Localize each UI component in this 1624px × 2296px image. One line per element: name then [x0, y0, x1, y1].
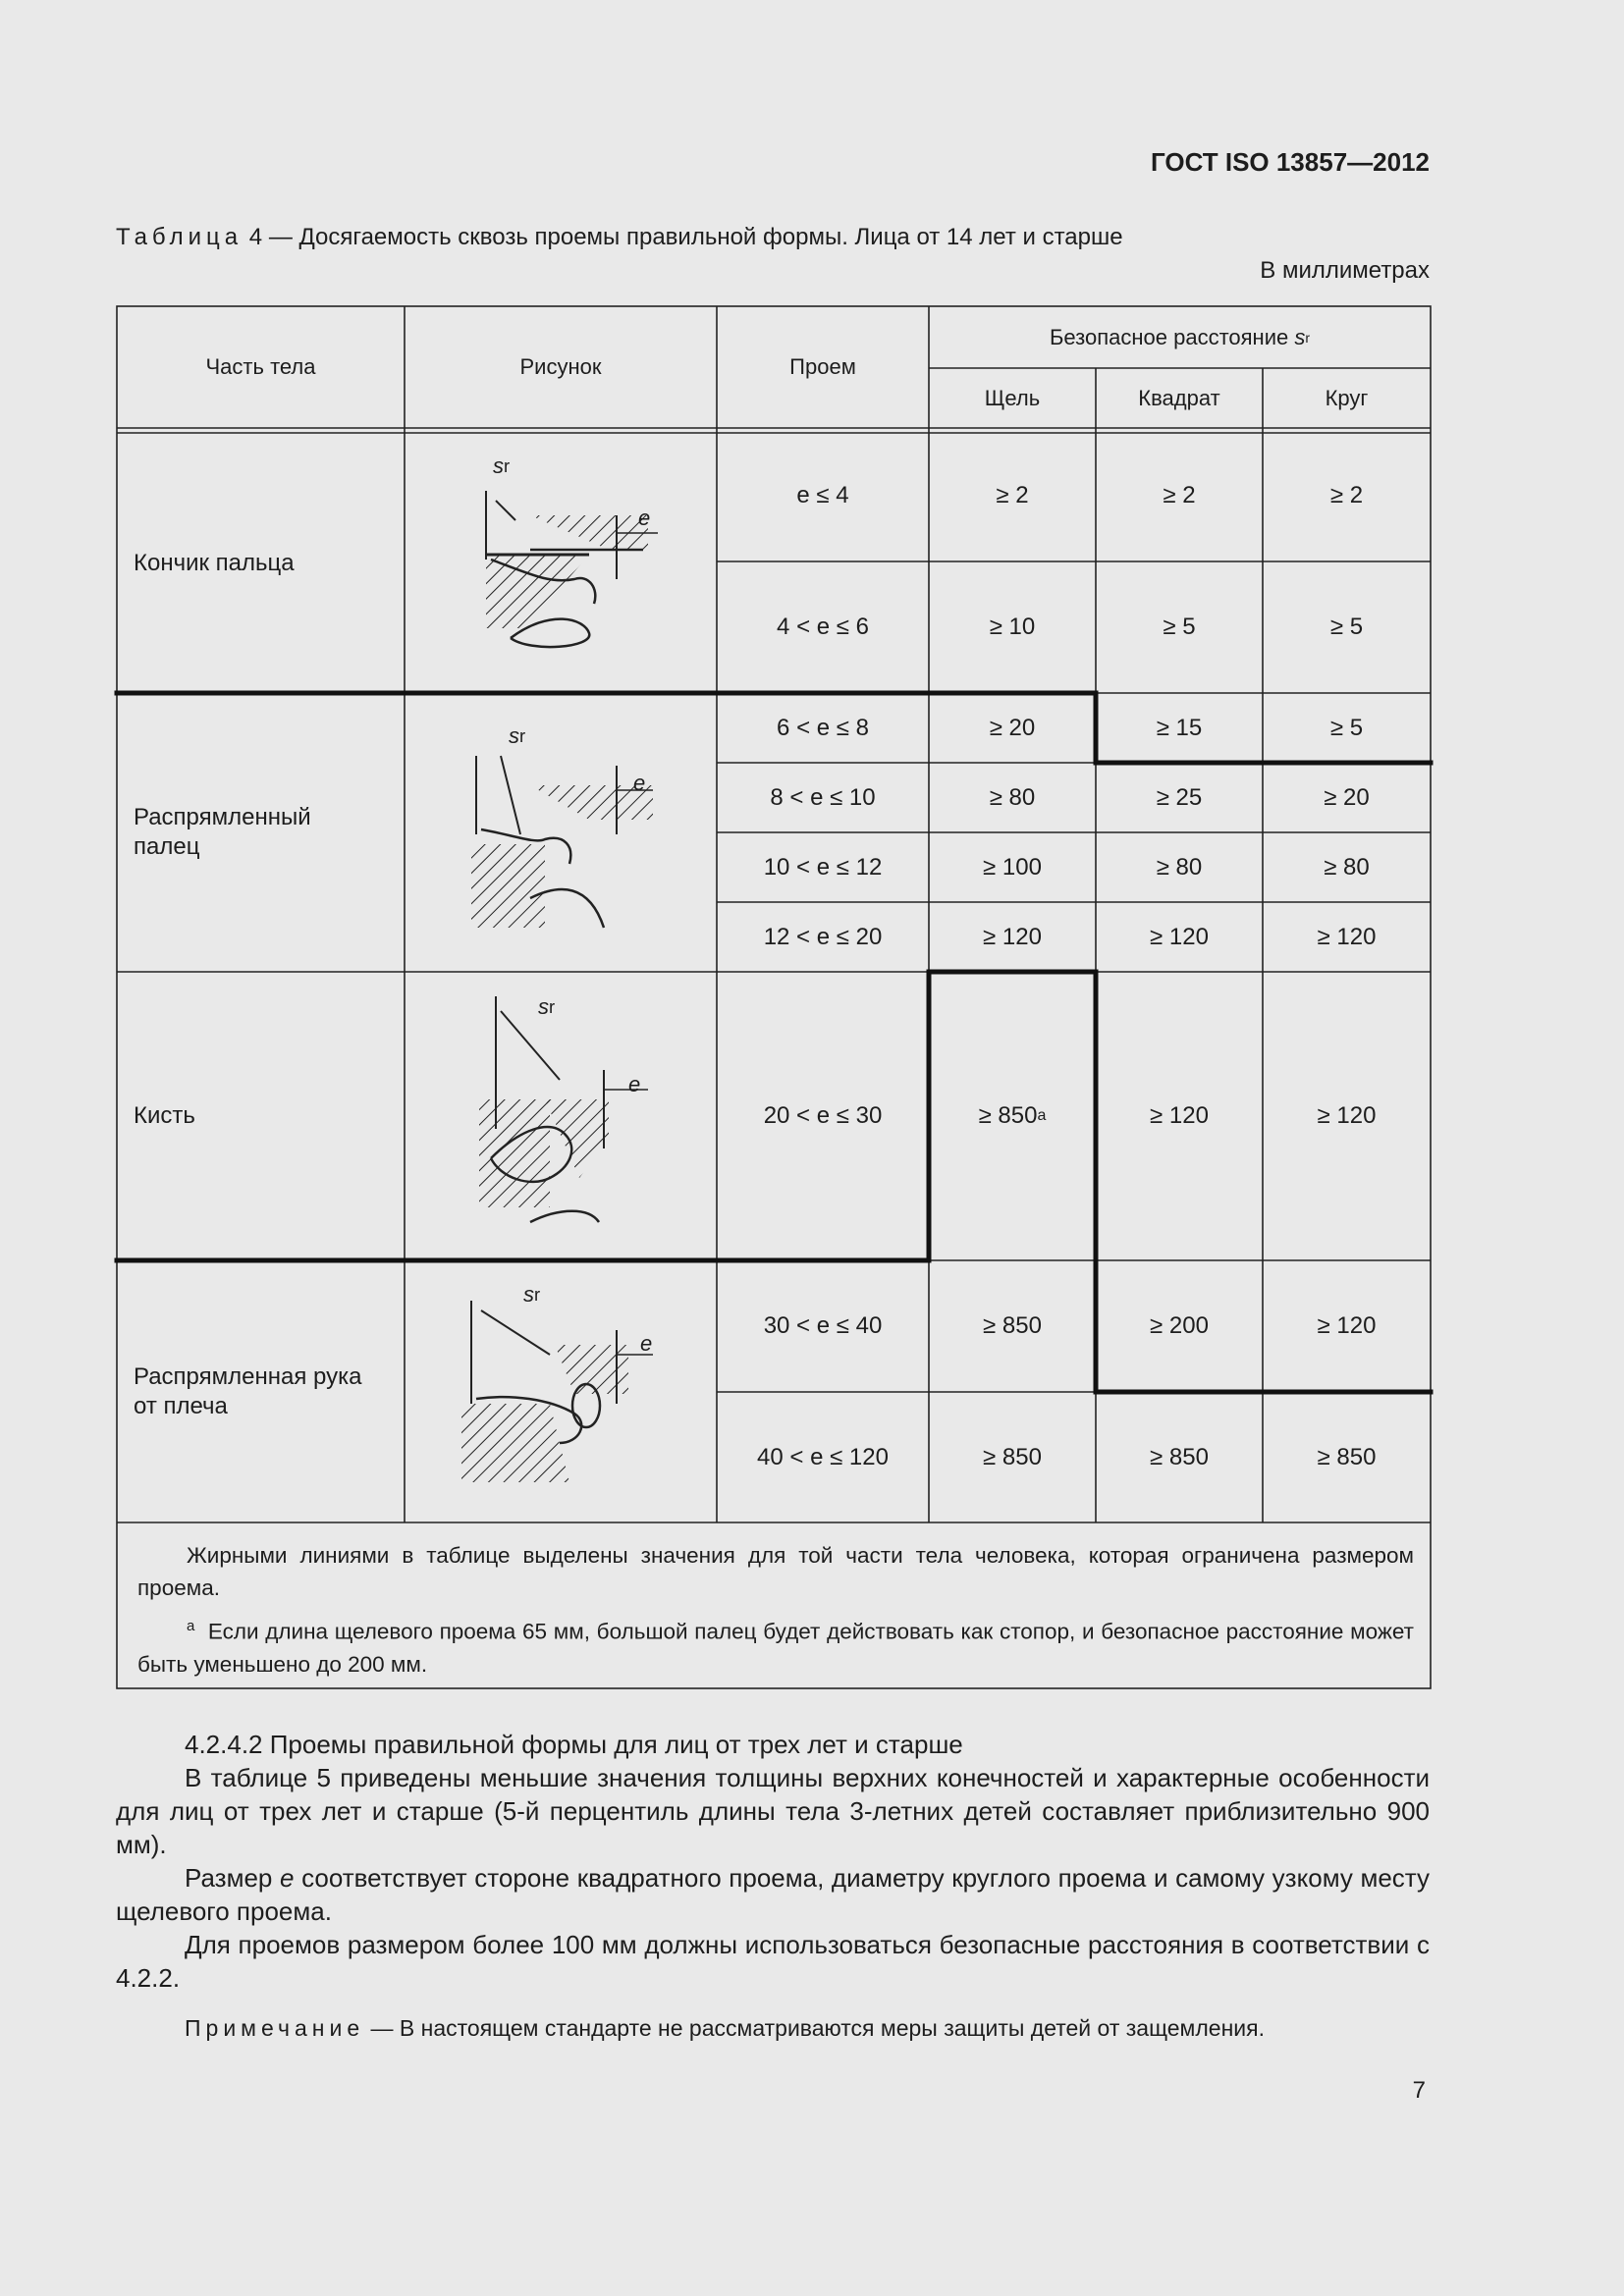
fig1-sr-label: s r	[493, 454, 511, 478]
fig3-sr-label: s r	[538, 994, 556, 1019]
row5-square: ≥ 80	[1156, 853, 1203, 881]
row7-circle: ≥ 120	[1317, 1102, 1377, 1129]
fig4-e-label: e	[640, 1331, 653, 1356]
row6-opening: 12 < e ≤ 20	[763, 923, 883, 950]
row4-square: ≥ 25	[1156, 783, 1203, 811]
header-figure: Рисунок	[519, 354, 602, 379]
table-units: В миллиметрах	[1260, 257, 1430, 284]
figure-hand	[479, 996, 648, 1222]
figure-fingertip	[486, 491, 658, 647]
row1-opening: e ≤ 4	[796, 482, 849, 508]
part-straight-finger: Распрямленный палец	[134, 804, 311, 860]
row2-circle: ≥ 5	[1329, 614, 1364, 640]
row4-opening: 8 < e ≤ 10	[770, 783, 876, 811]
header-opening: Проем	[789, 354, 856, 379]
fig1-e-label: e	[638, 506, 651, 530]
row7-opening: 20 < e ≤ 30	[763, 1102, 883, 1129]
row6-square: ≥ 120	[1150, 923, 1209, 950]
table-footnote: $^a$ Если длина щелевого проема 65 мм, большой палец будет действовать как стопор, и безопасное расстояние может быть уменьшено до 200 мм.	[137, 1618, 1414, 1677]
row3-square: ≥ 15	[1156, 714, 1203, 741]
figure-straight-finger	[471, 756, 653, 928]
row5-circle: ≥ 80	[1324, 853, 1370, 881]
paragraph-2: Размер e соответствует стороне квадратного проема, диаметру круглого проема и самому узкому месту щелевого проема.	[116, 1863, 1430, 1926]
fig4-sr-label: s r	[523, 1282, 541, 1307]
row8-opening: 30 < e ≤ 40	[763, 1312, 883, 1339]
row4-circle: ≥ 20	[1324, 783, 1370, 811]
header-circle: Круг	[1325, 385, 1369, 410]
row5-opening: 10 < e ≤ 12	[763, 853, 883, 881]
fig2-sr-label: s r	[509, 723, 526, 748]
fig3-e-label: e	[628, 1072, 641, 1096]
figure-arm-shoulder	[461, 1301, 653, 1482]
row2-square: ≥ 5	[1163, 614, 1196, 640]
row8-circle: ≥ 120	[1317, 1312, 1377, 1339]
paragraph-1: В таблице 5 приведены меньшие значения толщины верхних конечностей и характерные особенности для лиц от трех лет и старше (5-й перцентиль длины тела 3-летних детей составляет приблизительно 900 мм).	[116, 1763, 1430, 1859]
row9-circle: ≥ 850	[1317, 1443, 1377, 1470]
row4-slot: ≥ 80	[989, 783, 1036, 811]
row3-slot: ≥ 20	[989, 714, 1036, 741]
row9-slot: ≥ 850	[983, 1443, 1042, 1470]
row1-square: ≥ 2	[1163, 482, 1196, 508]
row6-slot: ≥ 120	[983, 923, 1042, 950]
row9-square: ≥ 850	[1150, 1443, 1209, 1470]
row5-slot: ≥ 100	[983, 853, 1042, 881]
row3-circle: ≥ 5	[1329, 714, 1364, 741]
paragraph-3: Для проемов размером более 100 мм должны использоваться безопасные расстояния в соответствии с 4.2.2.	[116, 1930, 1430, 1993]
page-note: Примечание — В настоящем стандарте не рассматриваются меры защиты детей от защемления.	[185, 2015, 1265, 2041]
row7-slot: ≥ 850 a	[978, 1102, 1047, 1129]
part-fingertip: Кончик пальца	[134, 549, 295, 576]
standard-header: ГОСТ ISO 13857—2012	[1150, 147, 1430, 177]
row9-opening: 40 < e ≤ 120	[757, 1443, 889, 1470]
part-arm-shoulder: Распрямленная рука от плеча	[134, 1362, 362, 1419]
row1-circle: ≥ 2	[1329, 482, 1364, 508]
header-square: Квадрат	[1138, 385, 1220, 410]
part-hand: Кисть	[134, 1102, 195, 1129]
row7-square: ≥ 120	[1150, 1102, 1209, 1129]
page-number: 7	[1412, 2077, 1426, 2104]
row6-circle: ≥ 120	[1317, 923, 1377, 950]
row2-opening: 4 < e ≤ 6	[777, 614, 869, 640]
row1-slot: ≥ 2	[996, 482, 1029, 508]
table-note-bold: Жирными линиями в таблице выделены значения для той части тела человека, которая ограничена размером проема.	[137, 1543, 1414, 1600]
row2-slot: ≥ 10	[989, 614, 1036, 640]
header-slot: Щель	[984, 385, 1041, 410]
fig2-e-label: e	[633, 771, 646, 795]
table-caption: Таблица 4 — Досягаемость сквозь проемы правильной формы. Лица от 14 лет и старше	[116, 224, 1123, 250]
section-heading: 4.2.4.2 Проемы правильной формы для лиц от трех лет и старше	[185, 1730, 963, 1759]
row8-square: ≥ 200	[1150, 1312, 1209, 1339]
header-body-part: Часть тела	[205, 354, 316, 379]
row3-opening: 6 < e ≤ 8	[777, 714, 869, 741]
header-safety-distance: Безопасное расстояние s r	[1049, 324, 1311, 349]
row8-slot: ≥ 850	[983, 1312, 1042, 1339]
